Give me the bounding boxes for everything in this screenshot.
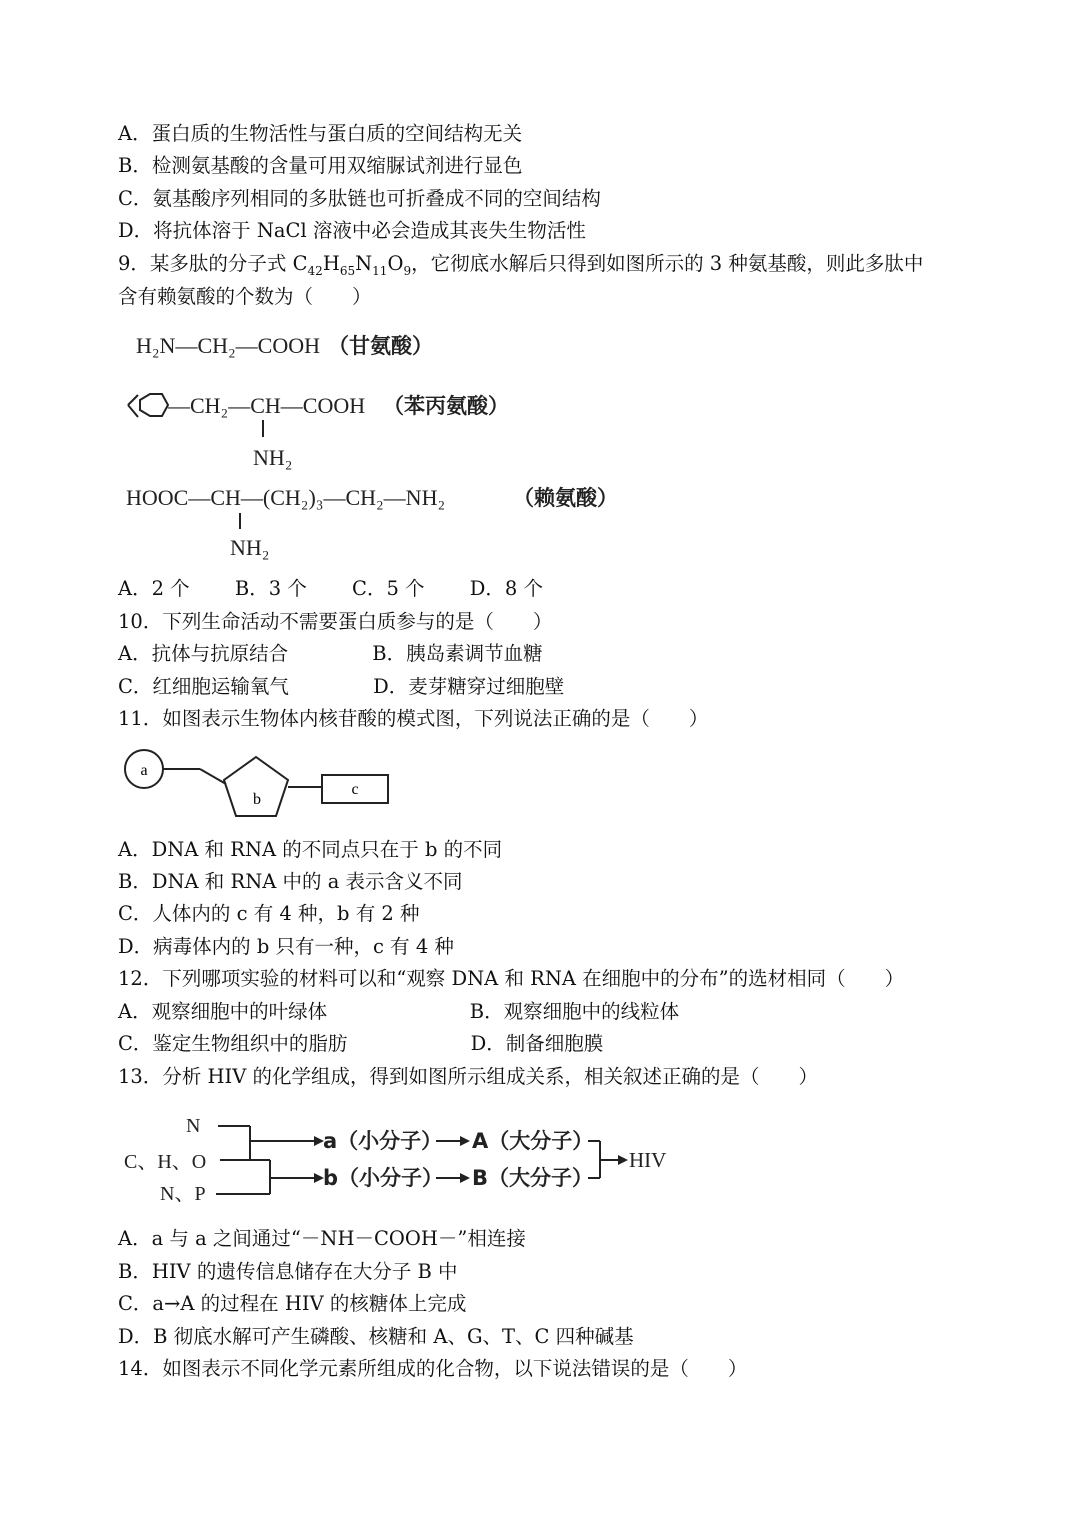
benzene-ring-icon <box>140 394 168 416</box>
phenylalanine-name: （苯丙氨酸） <box>383 394 509 418</box>
q12-stem: 12．下列哪项实验的材料可以和“观察 DNA 和 RNA 在细胞中的分布”的选材相同（ ） <box>118 967 905 990</box>
q13-option-a: A．a 与 a 之间通过“－NH－COOH－”相连接 <box>118 1227 526 1250</box>
element-n: N <box>186 1115 201 1137</box>
q8-option-c: C．氨基酸序列相同的多肽链也可折叠成不同的空间结构 <box>118 187 601 210</box>
q12-options-row2: C．鉴定生物组织中的脂肪 D．制备细胞膜 <box>118 1032 604 1055</box>
amino-acid-structures-figure <box>118 325 648 565</box>
q11-stem: 11．如图表示生物体内核苷酸的模式图，下列说法正确的是（ ） <box>118 707 709 730</box>
element-cho: C、H、O <box>124 1151 207 1173</box>
q10-options-row2: C．红细胞运输氧气 D．麦芽糖穿过细胞壁 <box>118 675 565 698</box>
label-a: a <box>140 762 148 779</box>
q12-options-row1: A．观察细胞中的叶绿体 B．观察细胞中的线粒体 <box>118 1000 680 1023</box>
label-b-small: b（小分子） <box>323 1166 444 1190</box>
glycine-name: （甘氨酸） <box>328 334 433 358</box>
phenylalanine-nh2: NH₂ <box>253 445 293 470</box>
label-hiv: HIV <box>629 1148 667 1172</box>
lysine-nh2: NH₂ <box>230 535 270 560</box>
label-a-small: a（小分子） <box>323 1129 443 1153</box>
element-np: N、P <box>160 1183 206 1205</box>
q9-options: A．2 个 B．3 个 C．5 个 D．8 个 <box>118 577 543 600</box>
q13-option-d: D．B 彻底水解可产生磷酸、核糖和 A、G、T、C 四种碱基 <box>118 1325 634 1348</box>
q8-option-d: D．将抗体溶于 NaCl 溶液中必会造成其丧失生物活性 <box>118 219 586 242</box>
q14-stem: 14．如图表示不同化学元素所组成的化合物，以下说法错误的是（ ） <box>118 1357 748 1380</box>
label-A-big: A（大分子） <box>472 1129 594 1153</box>
q13-stem: 13．分析 HIV 的化学组成，得到如图所示组成关系，相关叙述正确的是（ ） <box>118 1065 819 1088</box>
lysine-name: （赖氨酸） <box>513 486 618 510</box>
q10-options-row1: A．抗体与抗原结合 B．胰岛素调节血糖 <box>118 642 543 665</box>
q11-option-d: D．病毒体内的 b 只有一种，c 有 4 种 <box>118 935 454 958</box>
q11-option-c: C．人体内的 c 有 4 种，b 有 2 种 <box>118 902 420 925</box>
q13-option-b: B．HIV 的遗传信息储存在大分子 B 中 <box>118 1260 458 1283</box>
q13-option-c: C．a→A 的过程在 HIV 的核糖体上完成 <box>118 1292 467 1315</box>
q8-option-b: B．检测氨基酸的含量可用双缩脲试剂进行显色 <box>118 154 523 177</box>
hiv-composition-diagram <box>118 1106 688 1206</box>
q8-option-a: A．蛋白质的生物活性与蛋白质的空间结构无关 <box>118 122 523 145</box>
nucleotide-diagram <box>118 742 398 827</box>
phenylalanine-formula: —CH₂—CH—COOH <box>168 393 366 418</box>
label-B-big: B（大分子） <box>472 1166 594 1190</box>
label-b: b <box>253 791 261 808</box>
q11-option-a: A．DNA 和 RNA 的不同点只在于 b 的不同 <box>118 838 503 861</box>
lysine-formula: HOOC—CH—(CH₂)₃—CH₂—NH₂ <box>126 485 446 510</box>
label-c: c <box>351 781 359 798</box>
q10-stem: 10．下列生命活动不需要蛋白质参与的是（ ） <box>118 610 553 633</box>
q9-stem-line2: 含有赖氨酸的个数为（ ） <box>118 285 372 308</box>
q9-stem: 9．某多肽的分子式 $C_{42}H_{65}N_{11}O_9$，它彻底水解后只得到如图所示的 3 种氨基酸，则此多肽中 <box>118 252 924 278</box>
glycine-formula: H₂N—CH₂—COOH <box>136 333 321 358</box>
q11-option-b: B．DNA 和 RNA 中的 a 表示含义不同 <box>118 870 463 893</box>
